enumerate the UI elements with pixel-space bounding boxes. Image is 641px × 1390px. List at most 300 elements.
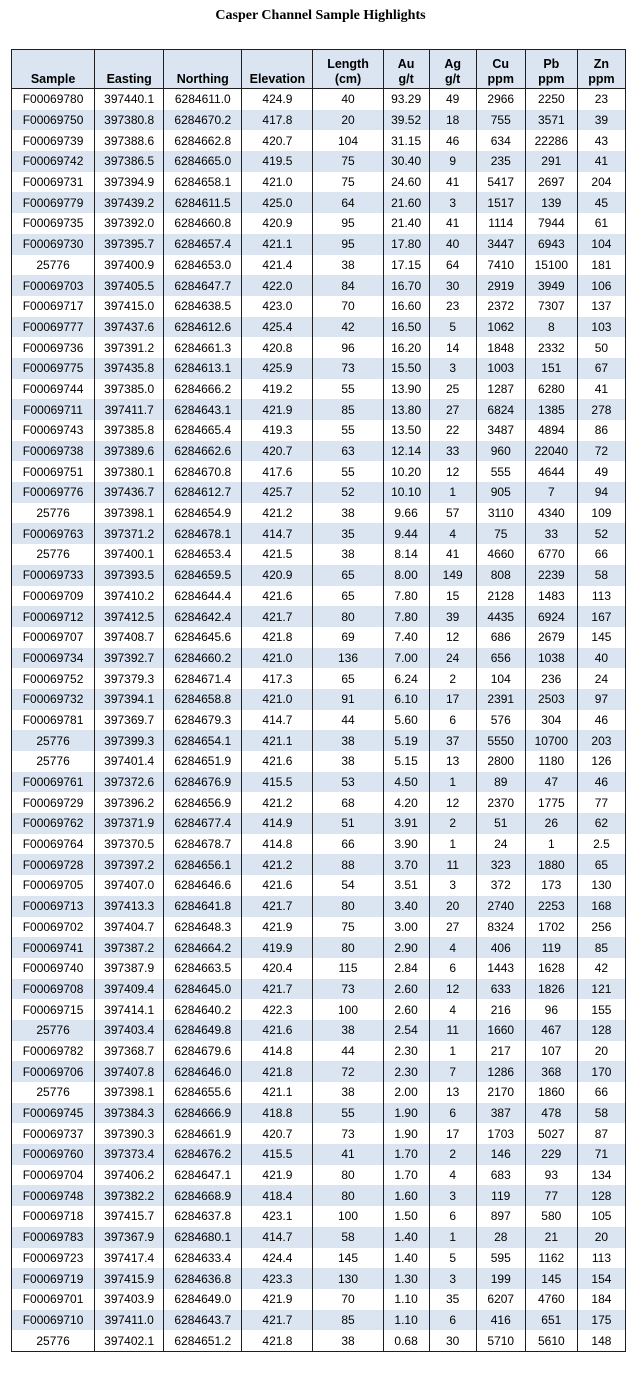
table-cell: 397396.2 xyxy=(95,792,164,813)
table-cell: 33 xyxy=(525,523,577,544)
table-cell: 12 xyxy=(429,461,476,482)
table-cell: 397392.0 xyxy=(95,213,164,234)
table-cell: 2128 xyxy=(476,586,525,607)
table-cell: F00069703 xyxy=(12,275,95,296)
table-cell: 20 xyxy=(577,1041,625,1062)
table-cell: 104 xyxy=(476,668,525,689)
table-cell: 421.0 xyxy=(242,648,313,669)
table-cell: F00069763 xyxy=(12,523,95,544)
table-cell: 134 xyxy=(577,1165,625,1186)
table-row xyxy=(12,1165,626,1186)
table-cell: 425.7 xyxy=(242,482,313,503)
column-header: Zn ppm xyxy=(577,50,625,89)
table-cell: 4 xyxy=(429,937,476,958)
table-cell: 39.52 xyxy=(383,110,429,131)
table-cell: 96 xyxy=(313,337,383,358)
table-cell: 397394.1 xyxy=(95,689,164,710)
table-cell: 6284676.2 xyxy=(164,1144,242,1165)
table-cell: 5 xyxy=(429,1248,476,1269)
table-row xyxy=(12,503,626,524)
table-cell: 6284658.1 xyxy=(164,172,242,193)
table-cell: 3.40 xyxy=(383,896,429,917)
table-cell: 68 xyxy=(313,792,383,813)
table-cell: 6284670.2 xyxy=(164,110,242,131)
table-cell: 38 xyxy=(313,503,383,524)
table-cell: 421.6 xyxy=(242,875,313,896)
table-cell: 633 xyxy=(476,979,525,1000)
column-header: Easting xyxy=(95,50,164,89)
table-cell: 6284678.7 xyxy=(164,834,242,855)
table-cell: 24 xyxy=(577,668,625,689)
table-cell: 4.20 xyxy=(383,792,429,813)
table-cell: 88 xyxy=(313,854,383,875)
table-cell: 423.1 xyxy=(242,1206,313,1227)
table-row xyxy=(12,337,626,358)
table-cell: 397401.4 xyxy=(95,751,164,772)
table-cell: 397412.5 xyxy=(95,606,164,627)
table-cell: 1 xyxy=(525,834,577,855)
table-cell: 2.54 xyxy=(383,1020,429,1041)
table-cell: 128 xyxy=(577,1020,625,1041)
table-cell: 6284666.2 xyxy=(164,379,242,400)
table-cell: 1775 xyxy=(525,792,577,813)
table-cell: 25776 xyxy=(12,1082,95,1103)
table-cell: 41 xyxy=(429,544,476,565)
table-cell: 80 xyxy=(313,1185,383,1206)
table-cell: 80 xyxy=(313,896,383,917)
table-cell: 634 xyxy=(476,130,525,151)
table-cell: F00069730 xyxy=(12,234,95,255)
table-cell: 168 xyxy=(577,896,625,917)
table-cell: 580 xyxy=(525,1206,577,1227)
table-cell: 84 xyxy=(313,275,383,296)
table-cell: 1826 xyxy=(525,979,577,1000)
table-cell: F00069776 xyxy=(12,482,95,503)
table-cell: 6284654.1 xyxy=(164,730,242,751)
table-cell: 7410 xyxy=(476,255,525,276)
table-cell: 6284679.3 xyxy=(164,710,242,731)
table-cell: 44 xyxy=(313,710,383,731)
table-row xyxy=(12,1061,626,1082)
table-cell: 2919 xyxy=(476,275,525,296)
table-cell: 2.5 xyxy=(577,834,625,855)
table-cell: 1.40 xyxy=(383,1227,429,1248)
table-cell: 44 xyxy=(313,1041,383,1062)
table-cell: 414.8 xyxy=(242,834,313,855)
table-cell: 1.10 xyxy=(383,1310,429,1331)
table-cell: 216 xyxy=(476,999,525,1020)
table-row xyxy=(12,461,626,482)
table-cell: 1286 xyxy=(476,1061,525,1082)
table-cell: F00069752 xyxy=(12,668,95,689)
table-cell: 38 xyxy=(313,730,383,751)
table-cell: 104 xyxy=(313,130,383,151)
table-cell: 1.30 xyxy=(383,1268,429,1289)
table-cell: 397384.3 xyxy=(95,1103,164,1124)
table-cell: 15.50 xyxy=(383,358,429,379)
table-row xyxy=(12,792,626,813)
table-cell: F00069745 xyxy=(12,1103,95,1124)
table-cell: 58 xyxy=(577,1103,625,1124)
table-cell: 137 xyxy=(577,296,625,317)
table-cell: 368 xyxy=(525,1061,577,1082)
table-cell: 6284678.1 xyxy=(164,523,242,544)
table-cell: 3 xyxy=(429,875,476,896)
table-cell: 3.70 xyxy=(383,854,429,875)
table-cell: 203 xyxy=(577,730,625,751)
table-cell: 421.0 xyxy=(242,689,313,710)
table-cell: 22286 xyxy=(525,130,577,151)
table-cell: 170 xyxy=(577,1061,625,1082)
table-cell: 755 xyxy=(476,110,525,131)
table-cell: 256 xyxy=(577,917,625,938)
table-cell: 1 xyxy=(429,834,476,855)
table-cell: F00069739 xyxy=(12,130,95,151)
table-cell: 2800 xyxy=(476,751,525,772)
table-cell: 85 xyxy=(313,399,383,420)
table-row xyxy=(12,710,626,731)
table-cell: 38 xyxy=(313,255,383,276)
table-cell: 173 xyxy=(525,875,577,896)
table-cell: 15100 xyxy=(525,255,577,276)
table-cell: 65 xyxy=(313,565,383,586)
table-cell: 63 xyxy=(313,441,383,462)
table-row xyxy=(12,1289,626,1310)
header-row xyxy=(12,50,626,89)
table-cell: 94 xyxy=(577,482,625,503)
table-cell: 113 xyxy=(577,586,625,607)
table-cell: 2679 xyxy=(525,627,577,648)
table-cell: 38 xyxy=(313,1082,383,1103)
table-row xyxy=(12,689,626,710)
table-cell: 6284659.5 xyxy=(164,565,242,586)
table-cell: 25776 xyxy=(12,1020,95,1041)
table-cell: 420.8 xyxy=(242,337,313,358)
table-cell: 421.5 xyxy=(242,544,313,565)
table-cell: 33 xyxy=(429,441,476,462)
table-cell: 397370.5 xyxy=(95,834,164,855)
table-cell: 12.14 xyxy=(383,441,429,462)
table-row xyxy=(12,772,626,793)
table-cell: 52 xyxy=(577,523,625,544)
table-cell: 49 xyxy=(429,89,476,110)
table-cell: 80 xyxy=(313,937,383,958)
table-cell: 3 xyxy=(429,192,476,213)
table-cell: 421.7 xyxy=(242,1310,313,1331)
table-cell: 397408.7 xyxy=(95,627,164,648)
table-cell: 53 xyxy=(313,772,383,793)
table-cell: 24.60 xyxy=(383,172,429,193)
table-cell: F00069779 xyxy=(12,192,95,213)
table-cell: 397387.9 xyxy=(95,958,164,979)
table-cell: F00069781 xyxy=(12,710,95,731)
table-cell: 421.8 xyxy=(242,1330,313,1351)
table-cell: 421.4 xyxy=(242,255,313,276)
table-cell: 2250 xyxy=(525,89,577,110)
table-cell: 425.4 xyxy=(242,317,313,338)
table-cell: 1287 xyxy=(476,379,525,400)
table-cell: 1 xyxy=(429,1227,476,1248)
table-cell: F00069718 xyxy=(12,1206,95,1227)
table-cell: 12 xyxy=(429,979,476,1000)
table-cell: 6284647.7 xyxy=(164,275,242,296)
table-cell: 21 xyxy=(525,1227,577,1248)
table-cell: 323 xyxy=(476,854,525,875)
table-cell: 8.14 xyxy=(383,544,429,565)
table-cell: 75 xyxy=(476,523,525,544)
table-cell: 5.15 xyxy=(383,751,429,772)
table-cell: 1703 xyxy=(476,1123,525,1144)
table-cell: 291 xyxy=(525,151,577,172)
table-cell: 420.7 xyxy=(242,130,313,151)
table-row xyxy=(12,668,626,689)
table-cell: 2697 xyxy=(525,172,577,193)
table-cell: 3447 xyxy=(476,234,525,255)
table-row xyxy=(12,89,626,110)
table-cell: 13 xyxy=(429,1082,476,1103)
table-row xyxy=(12,213,626,234)
table-row xyxy=(12,110,626,131)
table-cell: 6284612.7 xyxy=(164,482,242,503)
table-cell: 421.2 xyxy=(242,503,313,524)
table-cell: 73 xyxy=(313,979,383,1000)
table-cell: 397415.7 xyxy=(95,1206,164,1227)
table-cell: 1038 xyxy=(525,648,577,669)
table-row xyxy=(12,130,626,151)
table-cell: 6284645.0 xyxy=(164,979,242,1000)
table-cell: 89 xyxy=(476,772,525,793)
table-cell: F00069728 xyxy=(12,854,95,875)
column-header: Cu ppm xyxy=(476,50,525,89)
table-cell: 38 xyxy=(313,751,383,772)
table-cell: 58 xyxy=(577,565,625,586)
table-cell: 235 xyxy=(476,151,525,172)
table-cell: 397373.4 xyxy=(95,1144,164,1165)
table-cell: 45 xyxy=(577,192,625,213)
table-cell: 40 xyxy=(577,648,625,669)
table-cell: 5610 xyxy=(525,1330,577,1351)
table-cell: 2.90 xyxy=(383,937,429,958)
table-cell: 406 xyxy=(476,937,525,958)
table-cell: 66 xyxy=(313,834,383,855)
table-cell: 146 xyxy=(476,1144,525,1165)
table-row xyxy=(12,586,626,607)
table-cell: 6284655.6 xyxy=(164,1082,242,1103)
table-cell: 6284643.1 xyxy=(164,399,242,420)
table-cell: 55 xyxy=(313,461,383,482)
table-cell: 6284613.1 xyxy=(164,358,242,379)
table-cell: 46 xyxy=(577,772,625,793)
table-cell: 28 xyxy=(476,1227,525,1248)
table-cell: 1385 xyxy=(525,399,577,420)
table-cell: 397437.6 xyxy=(95,317,164,338)
table-cell: 77 xyxy=(525,1185,577,1206)
table-cell: 100 xyxy=(313,999,383,1020)
table-cell: 421.6 xyxy=(242,751,313,772)
table-cell: 6284644.4 xyxy=(164,586,242,607)
table-cell: 25776 xyxy=(12,503,95,524)
table-cell: 4660 xyxy=(476,544,525,565)
table-cell: 683 xyxy=(476,1165,525,1186)
table-row xyxy=(12,317,626,338)
column-header: Northing xyxy=(164,50,242,89)
table-cell: 897 xyxy=(476,1206,525,1227)
table-cell: F00069762 xyxy=(12,813,95,834)
table-cell: 12 xyxy=(429,627,476,648)
table-cell: 148 xyxy=(577,1330,625,1351)
table-cell: 397387.2 xyxy=(95,937,164,958)
column-header: Pb ppm xyxy=(525,50,577,89)
column-header: Au g/t xyxy=(383,50,429,89)
table-cell: 6284645.6 xyxy=(164,627,242,648)
table-cell: 397389.6 xyxy=(95,441,164,462)
table-cell: 1.90 xyxy=(383,1123,429,1144)
table-cell: 121 xyxy=(577,979,625,1000)
table-cell: 397385.0 xyxy=(95,379,164,400)
table-cell: 2391 xyxy=(476,689,525,710)
table-cell: 17.15 xyxy=(383,255,429,276)
table-cell: 5 xyxy=(429,317,476,338)
table-cell: 71 xyxy=(577,1144,625,1165)
table-cell: 4435 xyxy=(476,606,525,627)
table-cell: 414.7 xyxy=(242,523,313,544)
table-cell: 5710 xyxy=(476,1330,525,1351)
table-row xyxy=(12,730,626,751)
table-cell: F00069738 xyxy=(12,441,95,462)
table-cell: 4.50 xyxy=(383,772,429,793)
table-cell: 16.60 xyxy=(383,296,429,317)
table-cell: 66 xyxy=(577,544,625,565)
table-cell: 229 xyxy=(525,1144,577,1165)
table-cell: 397395.7 xyxy=(95,234,164,255)
table-cell: 21.40 xyxy=(383,213,429,234)
table-cell: 22040 xyxy=(525,441,577,462)
table-cell: 1.70 xyxy=(383,1165,429,1186)
table-cell: 397404.7 xyxy=(95,917,164,938)
table-cell: 106 xyxy=(577,275,625,296)
table-cell: 7.80 xyxy=(383,606,429,627)
table-cell: 421.2 xyxy=(242,854,313,875)
table-cell: 2.30 xyxy=(383,1061,429,1082)
table-cell: 72 xyxy=(577,441,625,462)
table-row xyxy=(12,482,626,503)
table-cell: 3110 xyxy=(476,503,525,524)
table-cell: 1 xyxy=(429,1041,476,1062)
table-cell: 38 xyxy=(313,1020,383,1041)
table-cell: 30.40 xyxy=(383,151,429,172)
table-cell: F00069706 xyxy=(12,1061,95,1082)
table-cell: 6284660.2 xyxy=(164,648,242,669)
table-cell: 2740 xyxy=(476,896,525,917)
table-cell: F00069783 xyxy=(12,1227,95,1248)
table-cell: 73 xyxy=(313,358,383,379)
table-cell: 6284661.3 xyxy=(164,337,242,358)
table-cell: 67 xyxy=(577,358,625,379)
table-cell: 6284640.2 xyxy=(164,999,242,1020)
table-cell: 130 xyxy=(577,875,625,896)
table-cell: 95 xyxy=(313,234,383,255)
table-row xyxy=(12,648,626,669)
table-cell: 42 xyxy=(577,958,625,979)
table-row xyxy=(12,999,626,1020)
table-cell: F00069719 xyxy=(12,1268,95,1289)
table-cell: 397391.2 xyxy=(95,337,164,358)
table-cell: 145 xyxy=(313,1248,383,1269)
table-cell: F00069741 xyxy=(12,937,95,958)
table-cell: 6284668.9 xyxy=(164,1185,242,1206)
table-row xyxy=(12,192,626,213)
table-cell: 3 xyxy=(429,358,476,379)
table-cell: 397405.5 xyxy=(95,275,164,296)
table-cell: 421.9 xyxy=(242,399,313,420)
table-cell: 18 xyxy=(429,110,476,131)
table-row xyxy=(12,420,626,441)
table-row xyxy=(12,627,626,648)
table-cell: F00069731 xyxy=(12,172,95,193)
table-cell: 278 xyxy=(577,399,625,420)
table-cell: 1.70 xyxy=(383,1144,429,1165)
table-cell: 39 xyxy=(577,110,625,131)
table-row xyxy=(12,1227,626,1248)
table-cell: 204 xyxy=(577,172,625,193)
table-cell: 6284676.9 xyxy=(164,772,242,793)
table-cell: 397385.8 xyxy=(95,420,164,441)
table-cell: 960 xyxy=(476,441,525,462)
table-cell: 421.9 xyxy=(242,917,313,938)
table-cell: F00069709 xyxy=(12,586,95,607)
table-cell: 6284651.2 xyxy=(164,1330,242,1351)
table-cell: 3949 xyxy=(525,275,577,296)
table-cell: 905 xyxy=(476,482,525,503)
table-cell: F00069712 xyxy=(12,606,95,627)
table-cell: 6284666.9 xyxy=(164,1103,242,1124)
table-cell: 397407.0 xyxy=(95,875,164,896)
table-cell: 1.50 xyxy=(383,1206,429,1227)
table-cell: 65 xyxy=(577,854,625,875)
table-cell: 3.00 xyxy=(383,917,429,938)
table-cell: 86 xyxy=(577,420,625,441)
table-cell: 11 xyxy=(429,1020,476,1041)
column-header: Length (cm) xyxy=(313,50,383,89)
table-cell: 6824 xyxy=(476,399,525,420)
table-row xyxy=(12,1103,626,1124)
table-cell: F00069701 xyxy=(12,1289,95,1310)
table-cell: 2253 xyxy=(525,896,577,917)
table-cell: 6284656.9 xyxy=(164,792,242,813)
table-cell: 25776 xyxy=(12,544,95,565)
table-row xyxy=(12,854,626,875)
table-cell: 93 xyxy=(525,1165,577,1186)
table-cell: 6284643.7 xyxy=(164,1310,242,1331)
table-cell: 397393.5 xyxy=(95,565,164,586)
table-cell: 17.80 xyxy=(383,234,429,255)
table-cell: 97 xyxy=(577,689,625,710)
table-cell: 397436.7 xyxy=(95,482,164,503)
table-cell: 425.0 xyxy=(242,192,313,213)
table-cell: 6 xyxy=(429,958,476,979)
table-cell: 397411.0 xyxy=(95,1310,164,1331)
table-cell: 6284646.6 xyxy=(164,875,242,896)
table-cell: 1.40 xyxy=(383,1248,429,1269)
table-cell: 420.4 xyxy=(242,958,313,979)
table-cell: 1628 xyxy=(525,958,577,979)
column-header: Sample xyxy=(12,50,95,89)
table-cell: 417.3 xyxy=(242,668,313,689)
table-cell: 2966 xyxy=(476,89,525,110)
table-cell: 149 xyxy=(429,565,476,586)
table-cell: 397417.4 xyxy=(95,1248,164,1269)
table-cell: 43 xyxy=(577,130,625,151)
